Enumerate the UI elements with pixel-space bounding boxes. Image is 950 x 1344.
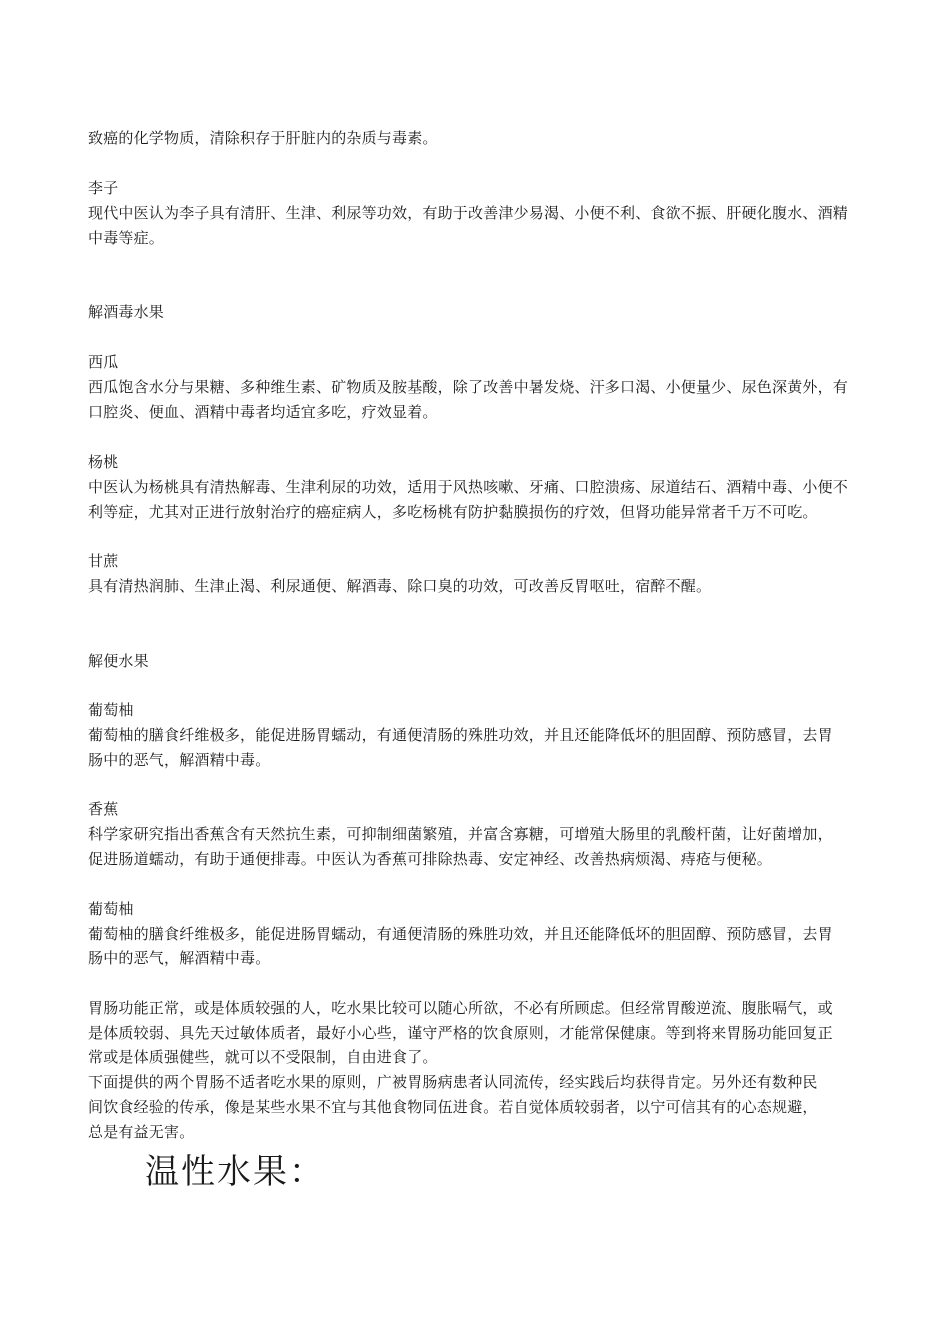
text-line: 常或是体质强健些，就可以不受限制，自由进食了。 <box>88 1048 438 1066</box>
text-line: 口腔炎、便血、酒精中毒者均适宜多吃，疗效显着。 <box>88 403 438 421</box>
text-line: 葡萄柚的膳食纤维极多，能促进肠胃蠕动，有通便清肠的殊胜功效，并且还能降低坏的胆固醇、预防感冒，去胃 <box>88 726 833 744</box>
text-line: 是体质较弱、具先天过敏体质者，最好小心些，谨守严格的饮食原则，才能常保健康。等到将来胃肠功能回复正 <box>88 1024 833 1042</box>
text-line: 利等症，尤其对正进行放射治疗的癌症病人，多吃杨桃有防护黏膜损伤的疗效，但肾功能异常者千万不可吃。 <box>88 503 818 521</box>
text-line: 致癌的化学物质，清除积存于肝脏内的杂质与毒素。 <box>88 129 438 147</box>
text-line: 中医认为杨桃具有清热解毒、生津利尿的功效，适用于风热咳嗽、牙痛、口腔溃疡、尿道结石、酒精中毒、小便不 <box>88 478 849 496</box>
fruit-name: 葡萄柚 <box>88 701 134 719</box>
fruit-name: 香蕉 <box>88 800 119 818</box>
text-line: 具有清热润肺、生津止渴、利尿通便、解酒毒、除口臭的功效，可改善反胃呕吐，宿醉不醒。 <box>88 577 712 595</box>
text-line: 肠中的恶气，解酒精中毒。 <box>88 949 271 967</box>
text-line: 胃肠功能正常，或是体质较强的人，吃水果比较可以随心所欲，不必有所顾虑。但经常胃酸逆流、腹胀嗝气，或 <box>88 999 833 1017</box>
text-line: 促进肠道蠕动，有助于通便排毒。中医认为香蕉可排除热毒、安定神经、改善热病烦渴、痔疮与便秘。 <box>88 850 773 868</box>
text-line: 总是有益无害。 <box>88 1123 195 1141</box>
text-line: 葡萄柚的膳食纤维极多，能促进肠胃蠕动，有通便清肠的殊胜功效，并且还能降低坏的胆固醇、预防感冒，去胃 <box>88 925 833 943</box>
text-line: 间饮食经验的传承，像是某些水果不宜与其他食物同伍进食。若自觉体质较弱者，以宁可信其有的心态规避， <box>88 1098 818 1116</box>
text-line: 现代中医认为李子具有清肝、生津、利尿等功效，有助于改善津少易渴、小便不利、食欲不振、肝硬化腹水、酒精 <box>88 204 849 222</box>
fruit-name: 李子 <box>88 179 119 197</box>
fruit-name: 葡萄柚 <box>88 900 134 918</box>
fruit-name: 西瓜 <box>88 353 119 371</box>
text-line: 科学家研究指出香蕉含有天然抗生素，可抑制细菌繁殖，并富含寡糖，可增殖大肠里的乳酸杆菌，让好菌增加， <box>88 825 833 843</box>
text-line: 中毒等症。 <box>88 229 165 247</box>
fruit-name: 甘蔗 <box>88 552 119 570</box>
text-line: 西瓜饱含水分与果糖、多种维生素、矿物质及胺基酸，除了改善中暑发烧、汗多口渴、小便量少、尿色深黄外，有 <box>88 378 849 396</box>
text-line: 肠中的恶气，解酒精中毒。 <box>88 751 271 769</box>
text-line: 下面提供的两个胃肠不适者吃水果的原则，广被胃肠病患者认同流传，经实践后均获得肯定。另外还有数种民 <box>88 1073 818 1091</box>
fruit-name: 杨桃 <box>88 453 119 471</box>
large-heading: 温性水果： <box>145 1152 325 1192</box>
section-heading: 解酒毒水果 <box>88 303 165 321</box>
section-heading: 解便水果 <box>88 652 149 670</box>
